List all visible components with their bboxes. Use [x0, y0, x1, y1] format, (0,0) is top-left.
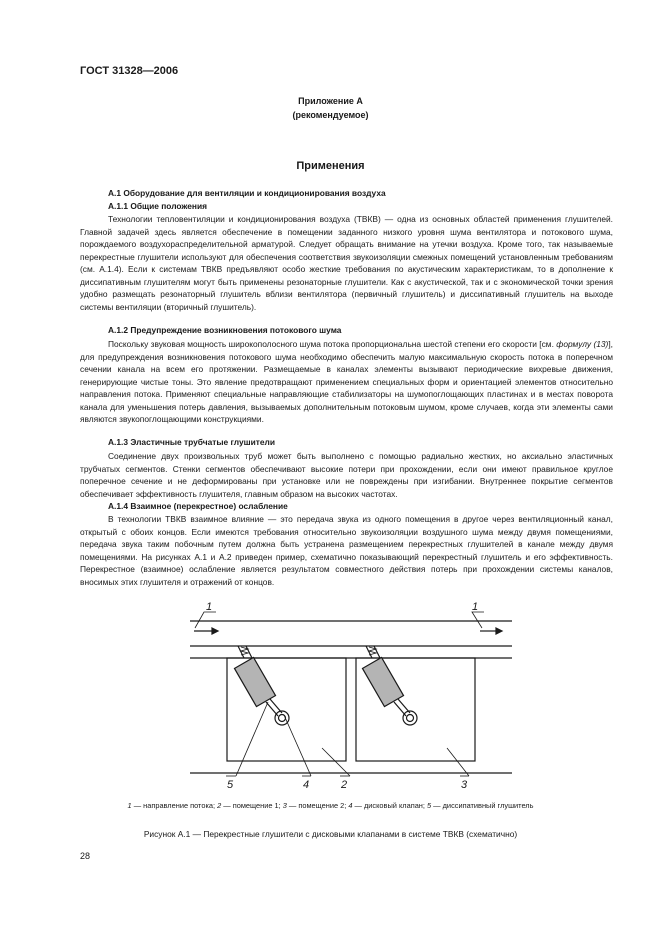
page-title: Применения — [296, 160, 365, 172]
label-3: 3 — [461, 779, 468, 791]
legend-num-3: 3 — [282, 801, 287, 810]
legend-num-5: 5 — [427, 801, 432, 810]
paragraph-flow-noise-part1: Поскольку звуковая мощность широкополосного шума потока пропорциональна шестой степени его скорости [см. — [108, 339, 557, 349]
section-heading-a11: А.1.1 Общие положения — [108, 201, 207, 211]
figure-a1-diagram — [190, 598, 512, 794]
figure-caption: Рисунок А.1 — Перекрестные глушители с дисковыми клапанами в системе ТВКВ (схематично) — [143, 829, 518, 839]
legend-text-2: — помещение 1; — [221, 801, 283, 810]
label-4: 4 — [303, 779, 310, 791]
paragraph-general: Технологии тепловентиляции и кондиционирования воздуха (ТВКВ) — одна из основных областей применения глушителей. Главной задачей здесь является обеспечение в помещении заданного низкого уровня шума вентилятора и потокового шума, порождаемого воздухораспределительной арматурой. Следует обращать внимание на утечки воздуха. Кроме того, так называемые перекрестные глушители используют для обеспечения соответствия звукоизоляции смежных помещений установленным требованиям (см. А.1.4). Если к системам ТВКВ предъявляют особо жесткие требования по акустическим характеристикам, то в дополнение к диссипативным глушителям могут быть применены резонаторные глушители. Как с акустической, так и с экономической точки зрения удобно размещать резонаторный глушитель вблизи вентилятора (первичный глушитель) и диссипативный глушитель на выходе системы вентиляции (вторичный глушитель). — [80, 214, 613, 312]
paragraph-crosstalk: В технологии ТВКВ взаимное влияние — это передача звука из одного помещения в другое через вентиляционный канал, открытый с обоих концов. Если имеются требования относительно звукоизоляции воздушного шума между двумя помещениями, передача звука таким побочным путем должна быть устранена размещением перекрестных глушителей в канале между двумя помещениями. На рисунках А.1 и А.2 приведен пример, схематично показывающий перекрестный глушитель и его эффективность. Перекрестное (взаимное) ослабление является результатом совместного действия потерь при прохождении системы каналов, вносимых этих глушителя и отражений от концов. — [80, 514, 613, 587]
legend-text-1: — направление потока; — [131, 801, 218, 810]
formula-reference: формулу (13) — [556, 339, 609, 349]
section-heading-a1: А.1 Оборудование для вентиляции и кондиционирования воздуха — [108, 188, 386, 198]
section-heading-a14: А.1.4 Взаимное (перекрестное) ослабление — [108, 501, 288, 511]
label-5: 5 — [227, 779, 234, 791]
paragraph-flow-noise-part2: ], для предупреждения возникновения потокового шума необходимо обеспечить малую максимальную скорость потока в поперечном сечении канала на всем его протяжении. Размещаемые в каналах элементы вызывают периодические вихревые движения, генерирующие чистые тоны. Это явление предотвращают применением специальных форм и ориентацией элементов относительно направления потока. Применяют специальные направляющие стабилизаторы на шумопоглощающих пластинах и в местах поворота канала для уменьшения потерь давления, вызываемых дополнительным потоковым шумом, кроме случаев, когда эти элементы сами являются звукопоглощающими конструкциями. — [80, 339, 613, 424]
legend-text-5: — диссипативный глушитель — [431, 801, 534, 810]
legend-text-3: — помещение 2; — [286, 801, 349, 810]
appendix-status: (рекомендуемое) — [292, 110, 369, 120]
legend-num-1: 1 — [127, 801, 132, 810]
legend-num-4: 4 — [348, 801, 353, 810]
disc-valve-right — [403, 711, 417, 725]
page-number: 28 — [80, 851, 91, 861]
section-heading-a13: А.1.3 Эластичные трубчатые глушители — [108, 437, 276, 447]
figure-legend — [0, 801, 661, 810]
paragraph-elastic-tubes: Соединение двух произвольных труб может быть выполнено с помощью радиально жестких, но аксиально эластичных трубчатых сегментов. Стенки сегментов обеспечивают высокие потери при прохождении, если они имеют правильное круглое поперечное сечение и не деформированы при установке или не повреждены при изгибании. Внутреннее покрытие сегментов обеспечивает эффективность глушителя, главным образом на высоких частотах. — [80, 451, 613, 499]
label-1-right: 1 — [472, 601, 479, 613]
label-2: 2 — [341, 779, 348, 791]
appendix-label: Приложение А — [298, 96, 363, 106]
legend-text-4: — дисковый клапан; — [352, 801, 427, 810]
legend-num-2: 2 — [217, 801, 222, 810]
disc-valve-left — [275, 711, 289, 725]
label-1-left: 1 — [206, 601, 213, 613]
paragraph-flow-noise — [80, 338, 613, 426]
document-header: ГОСТ 31328—2006 — [80, 65, 179, 77]
section-heading-a12: А.1.2 Предупреждение возникновения потокового шума — [108, 325, 342, 335]
